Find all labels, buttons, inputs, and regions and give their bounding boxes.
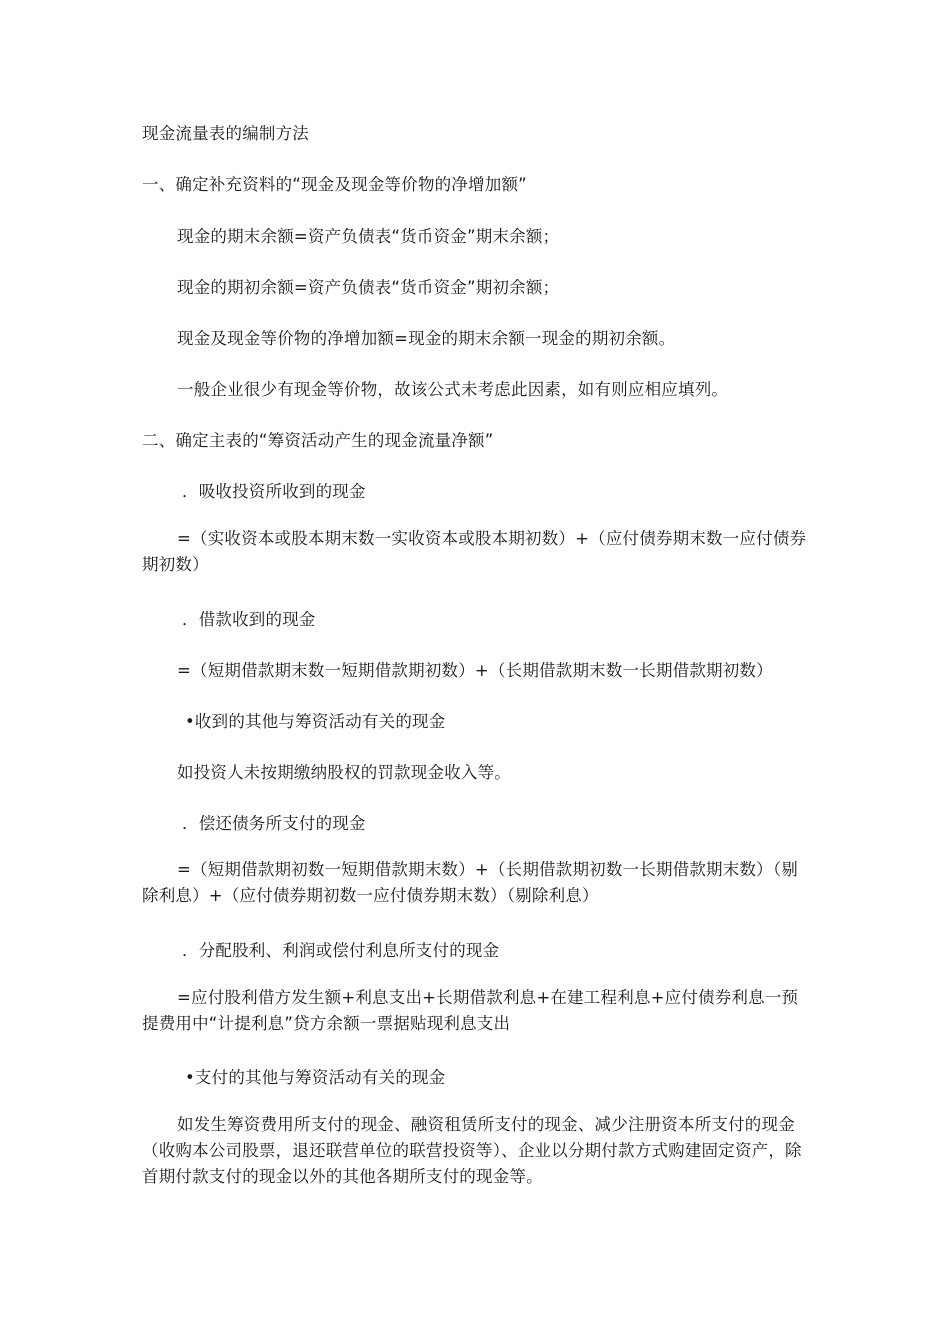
section1-paragraph-2: 现金的期初余额=资产负债表“货币资金”期初余额； — [177, 278, 560, 297]
item6-text: 如发生筹资费用所支付的现金、融资租赁所支付的现金、减少注册资本所支付的现金（收购本公司股票，退还联营单位的联营投资等）、企业以分期付款方式购建固定资产，除首期付款支付的现金以外的其他各期所支付的现金等。 — [142, 1115, 802, 1186]
section1-heading: 一、确定补充资料的“现金及现金等价物的净增加额” — [142, 175, 527, 194]
section1-paragraph-4: 一般企业很少有现金等价物，故该公式未考虑此因素，如有则应相应填列。 — [177, 380, 729, 399]
item3-text: 如投资人未按期缴纳股权的罚款现金收入等。 — [177, 763, 511, 782]
item1-title: ．吸收投资所收到的现金 — [182, 482, 366, 501]
item4-formula: =（短期借款期初数一短期借款期末数）+（长期借款期初数一长期借款期末数）（剔除利息）+（应付债券期初数一应付债券期末数）（剔除利息） — [142, 860, 799, 905]
section1-paragraph-3: 现金及现金等价物的净增加额=现金的期末余额一现金的期初余额。 — [177, 329, 676, 348]
document-title: 现金流量表的编制方法 — [142, 124, 309, 143]
item2-title: ．借款收到的现金 — [182, 610, 316, 629]
item1-formula: =（实收资本或股本期末数一实收资本或股本期初数）+（应付债券期末数一应付债券期初数） — [142, 529, 807, 574]
item3-title: •收到的其他与筹资活动有关的现金 — [185, 712, 446, 731]
item6-title: •支付的其他与筹资活动有关的现金 — [185, 1068, 446, 1087]
item5-title: ．分配股利、利润或偿付利息所支付的现金 — [182, 941, 500, 960]
item2-formula: =（短期借款期末数一短期借款期初数）+（长期借款期末数一长期借款期初数） — [177, 661, 773, 680]
section1-paragraph-1: 现金的期末余额=资产负债表“货币资金”期末余额； — [177, 227, 560, 246]
item5-formula: =应付股利借方发生额+利息支出+长期借款利息+在建工程利息+应付债券利息一预提费用中“计提利息”贷方余额一票据贴现利息支出 — [142, 988, 799, 1033]
item4-title: ．偿还债务所支付的现金 — [182, 814, 366, 833]
section2-heading: 二、确定主表的“筹资活动产生的现金流量净额” — [142, 431, 494, 450]
